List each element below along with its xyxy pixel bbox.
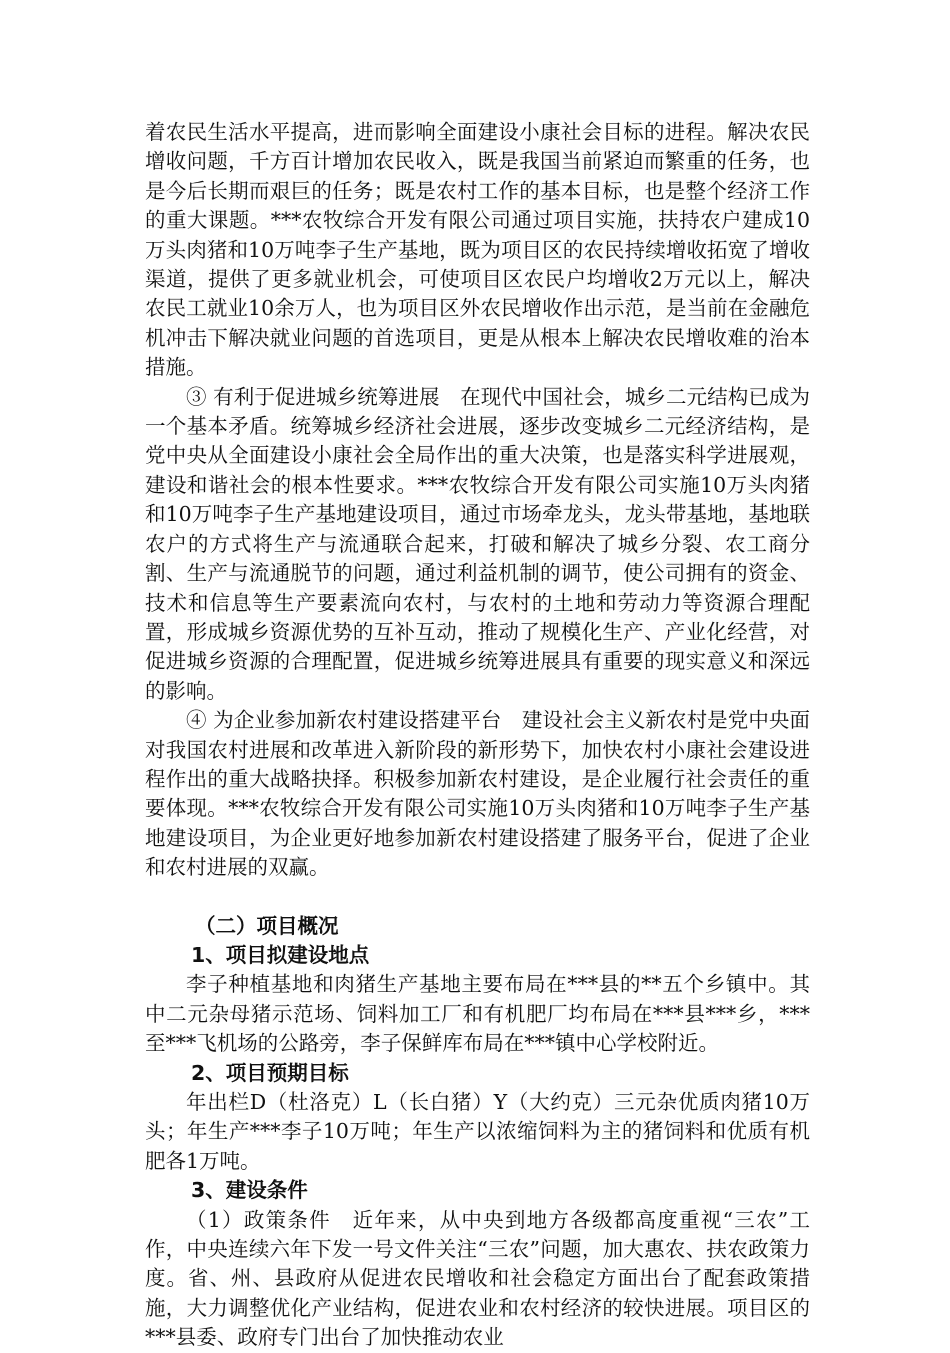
section-heading-project-overview: （二）项目概况 <box>195 913 339 938</box>
paragraph-construction-site: 李子种植基地和肉猪生产基地主要布局在***县的**五个乡镇中。其中二元杂母猪示范场、饲料加工厂和有机肥厂均布局在***县***乡，***至***飞机场的公路旁，李子保鲜库布局在***镇中心学校附近。 <box>145 972 810 1056</box>
paragraph-urban-rural: ③ 有利于促进城乡统筹进展 在现代中国社会，城乡二元结构已成为一个基本矛盾。统筹城乡经济社会进展，逐步改变城乡二元经济结构，是党中央从全面建设小康社会全局作出的重大决策，也是落实科学进展观，建设和谐社会的根本性要求。***农牧综合开发有限公司实施10万头肉猪和10万吨李子生产基地建设项目，通过市场牵龙头，龙头带基地，基地联农户的方式将生产与流通联合起来，打破和解决了城乡分裂、农工商分割、生产与流通脱节的问题，通过利益机制的调节，使公司拥有的资金、技术和信息等生产要素流向农村，与农村的土地和劳动力等资源合理配置，形成城乡资源优势的互补互动，推动了规模化生产、产业化经营，对促进城乡资源的合理配置，促进城乡统筹进展具有重要的现实意义和深远的影响。 <box>145 384 810 703</box>
paragraph-farmer-income: 着农民生活水平提高，进而影响全面建设小康社会目标的进程。解决农民增收问题，千方百计增加农民收入，既是我国当前紧迫而繁重的任务，也是今后长期而艰巨的任务；既是农村工作的基本目标，也是整个经济工作的重大课题。***农牧综合开发有限公司通过项目实施，扶持农户建成10万头肉猪和10万吨李子生产基地，既为项目区的农民持续增收拓宽了增收渠道，提供了更多就业机会，可使项目区农民户均增收2万元以上，解决农民工就业10余万人，也为项目区外农民增收作出示范，是当前在金融危机冲击下解决就业问题的首选项目，更是从根本上解决农民增收难的治本措施。 <box>145 120 810 380</box>
subheading-construction-site: 1、项目拟建设地点 <box>191 942 370 967</box>
paragraph-new-countryside: ④ 为企业参加新农村建设搭建平台 建设社会主义新农村是党中央面对我国农村进展和改革进入新阶段的新形势下，加快农村小康社会建设进程作出的重大战略抉择。积极参加新农村建设，是企业履行社会责任的重要体现。***农牧综合开发有限公司实施10万头肉猪和10万吨李子生产基地建设项目，为企业更好地参加新农村建设搭建了服务平台，促进了企业和农村进展的双赢。 <box>145 708 810 880</box>
section-gap <box>145 883 810 912</box>
paragraph-expected-goals: 年出栏D（杜洛克）L（长白猪）Y（大约克）三元杂优质肉猪10万头；年生产***李子10万吨；年生产以浓缩饲料为主的猪饲料和优质有机肥各1万吨。 <box>145 1090 810 1173</box>
subheading-construction-conditions: 3、建设条件 <box>191 1178 308 1203</box>
subheading-expected-goals: 2、项目预期目标 <box>191 1060 349 1085</box>
paragraph-policy-conditions: （1）政策条件 近年来，从中央到地方各级都高度重视“三农”工作，中央连续六年下发一号文件关注“三农”问题，加大惠农、扶农政策力度。省、州、县政府从促进农民增收和社会稳定方面出台了配套政策措施，大力调整优化产业结构，促进农业和农村经济的较快进展。项目区的***县委、政府专门出台了加快推动农业 <box>145 1207 810 1350</box>
